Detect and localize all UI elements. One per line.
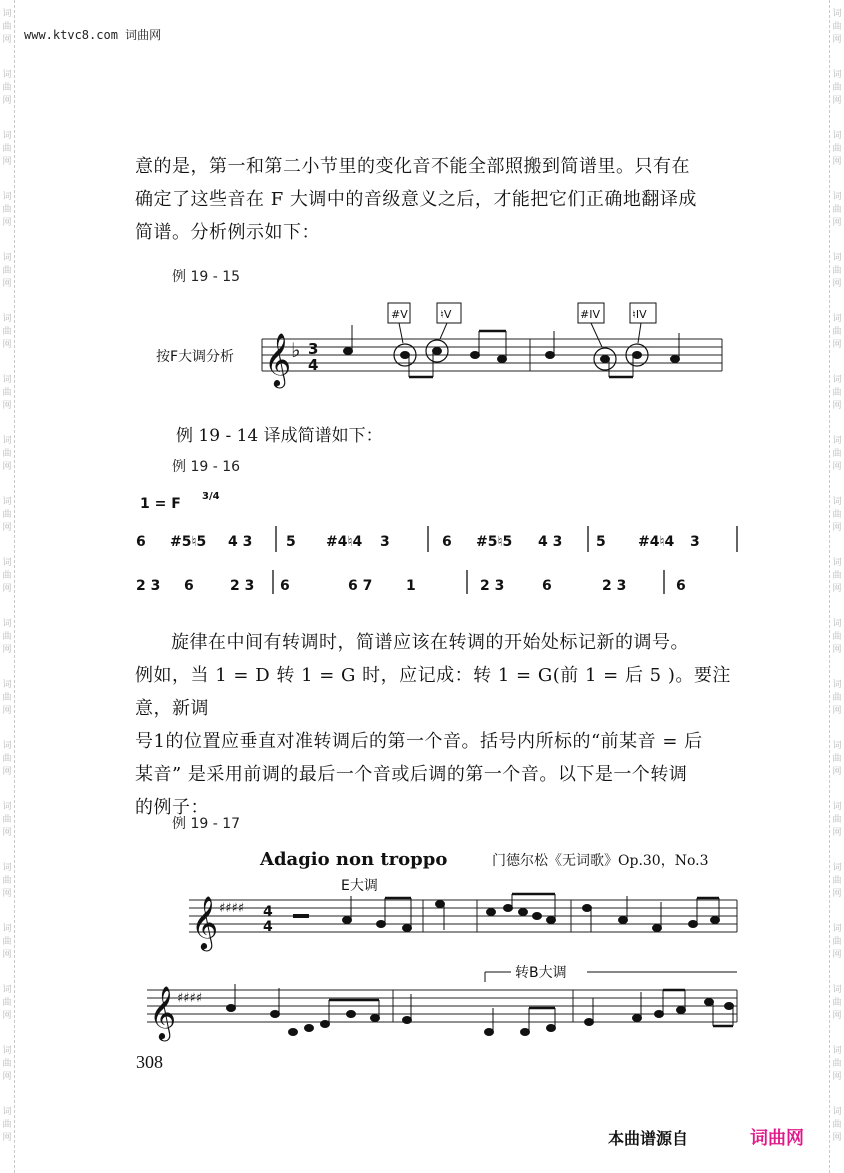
side-watermark-text: 词 曲 网 [832,70,842,106]
jianpu-note: 5 [596,534,606,550]
side-watermark-text: 词 曲 网 [2,680,12,716]
side-watermark-text: 词 曲 网 [832,192,842,228]
example-17-score [149,872,745,1052]
side-watermark-text: 词 曲 网 [832,1046,842,1082]
paragraph-line: 意的是，第一和第二小节里的变化音不能全部照搬到简谱里。只有在 [135,156,690,177]
right-watermark-strip [829,0,844,1173]
side-watermark-text: 词 曲 网 [2,9,12,45]
side-watermark-text: 词 曲 网 [832,314,842,350]
page-number: 308 [136,1052,163,1072]
jianpu-note: 2 3 [136,578,161,594]
side-watermark-text: 词 曲 网 [2,1046,12,1082]
side-watermark-text: 词 曲 网 [832,680,842,716]
paragraph-line: 例如，当 1 = D 转 1 = G 时，应记成：转 1 = G(前 1 = 后 5 )。要注意，新调 [135,665,731,719]
left-watermark-strip [0,0,15,1173]
jianpu-note: 6 [184,578,194,594]
key-marker: E大调 [341,878,378,894]
side-watermark-text: 词 曲 网 [2,192,12,228]
side-watermark-text: 词 曲 网 [832,619,842,655]
jianpu-note: 4 3 [538,534,563,550]
sharp-key-signature-icon: ♯♯♯♯ [219,901,245,916]
paragraph-line: 确定了这些音在 F 大调中的音级意义之后，才能把它们正确地翻译成 [135,189,697,210]
jianpu-note: #4♮4 [326,534,363,550]
side-watermark-text: 词 曲 网 [2,863,12,899]
footer-site-link[interactable]: 词曲网 [750,1128,804,1149]
modulation-marker: 转B大调 [515,965,567,981]
jianpu-rows [130,518,745,608]
paragraph-line: 的例子： [135,797,209,818]
jianpu-note: 2 3 [602,578,627,594]
flat-key-signature-icon: ♭ [291,338,301,362]
time-sig-bottom: 4 [308,356,319,374]
time-sig-bottom: 4 [263,919,273,935]
paragraph-line: 某音” 是采用前调的最后一个音或后调的第一个音。以下是一个转调 [135,764,688,785]
tempo-marking: Adagio non troppo [260,849,448,870]
staff-lines [262,339,722,371]
degree-boxes [388,303,656,347]
jianpu-note: #4♮4 [638,534,675,550]
paragraph-line: 简谱。分析例示如下： [135,222,320,243]
jianpu-time-signature: 3/4 [202,491,220,502]
side-watermark-text: 词 曲 网 [832,131,842,167]
time-sig-top: 4 [263,904,273,920]
measure-2-notes [546,331,680,377]
sharp-key-signature-icon: ♯♯♯♯ [177,991,203,1006]
jianpu-note: 4 3 [228,534,253,550]
jianpu-note: #5♮5 [476,534,513,550]
side-watermark-text: 词 曲 网 [832,497,842,533]
treble-clef-icon: 𝄞 [191,895,219,949]
jianpu-key: 1 = F [140,496,181,512]
treble-clef-icon: 𝄞 [264,332,292,386]
example-label-16: 例 19 - 16 [172,459,241,475]
jianpu-note: 6 [442,534,452,550]
degree-box-label: #V [391,308,408,321]
degree-box-label: ♮IV [632,308,647,321]
side-watermark-text: 词 曲 网 [832,558,842,594]
jianpu-note: 3 [380,534,390,550]
jianpu-note: 6 [280,578,290,594]
side-watermark-text: 词 曲 网 [2,924,12,960]
side-watermark-text: 词 曲 网 [832,985,842,1021]
analysis-label: 按F大调分析 [156,349,235,365]
side-watermark-text: 词 曲 网 [832,375,842,411]
staff-2-notes [227,984,734,1036]
side-watermark-text: 词 曲 网 [832,741,842,777]
jianpu-note: 6 7 [348,578,373,594]
side-watermark-text: 词 曲 网 [832,924,842,960]
footer-source-label: 本曲谱源自 [608,1129,689,1148]
jianpu-note: 3 [690,534,700,550]
side-watermark-text: 词 曲 网 [832,863,842,899]
degree-box-label: #IV [580,308,600,321]
side-watermark-text: 词 曲 网 [832,1107,842,1143]
side-watermark-text: 词 曲 网 [2,436,12,472]
jianpu-note: 1 [406,578,416,594]
jianpu-note: 2 3 [480,578,505,594]
paragraph-1 [135,150,745,249]
jianpu-note: 6 [136,534,146,550]
side-watermark-text: 词 曲 网 [832,802,842,838]
side-watermark-text: 词 曲 网 [2,619,12,655]
side-watermark-text: 词 曲 网 [2,558,12,594]
side-watermark-text: 词 曲 网 [2,70,12,106]
example-15-staff [150,295,740,395]
jianpu-note: 6 [676,578,686,594]
side-watermark-text: 词 曲 网 [2,131,12,167]
jianpu-note: 5 [286,534,296,550]
jianpu-note: #5♮5 [170,534,207,550]
example-label-15: 例 19 - 15 [172,269,241,285]
jianpu-note: 6 [542,578,552,594]
example-16-intro: 例 19 - 14 译成简谱如下： [176,426,383,446]
measure-1-notes [344,325,507,377]
jianpu-note: 2 3 [230,578,255,594]
degree-box-label: ♮V [440,308,452,321]
side-watermark-text: 词 曲 网 [2,1107,12,1143]
paragraph-line: 旋律在中间有转调时，简谱应该在转调的开始处标记新的调号。 [171,632,689,653]
paragraph-line: 号1的位置应垂直对准转调后的第一个音。括号内所标的“前某音 = 后 [135,731,703,752]
side-watermark-text: 词 曲 网 [2,985,12,1021]
paragraph-2 [135,626,745,824]
side-watermark-text: 词 曲 网 [832,253,842,289]
side-watermark-text: 词 曲 网 [2,497,12,533]
treble-clef-icon: 𝄞 [149,985,177,1039]
time-sig-top: 3 [308,340,319,358]
side-watermark-text: 词 曲 网 [2,253,12,289]
site-watermark: www.ktvc8.com 词曲网 [24,28,162,42]
side-watermark-text: 词 曲 网 [2,314,12,350]
side-watermark-text: 词 曲 网 [832,9,842,45]
example-label-17: 例 19 - 17 [172,816,241,832]
side-watermark-text: 词 曲 网 [2,802,12,838]
composer-credit: 门德尔松《无词歌》Op.30，No.3 [492,853,709,869]
side-watermark-text: 词 曲 网 [832,436,842,472]
side-watermark-text: 词 曲 网 [2,375,12,411]
side-watermark-text: 词 曲 网 [2,741,12,777]
